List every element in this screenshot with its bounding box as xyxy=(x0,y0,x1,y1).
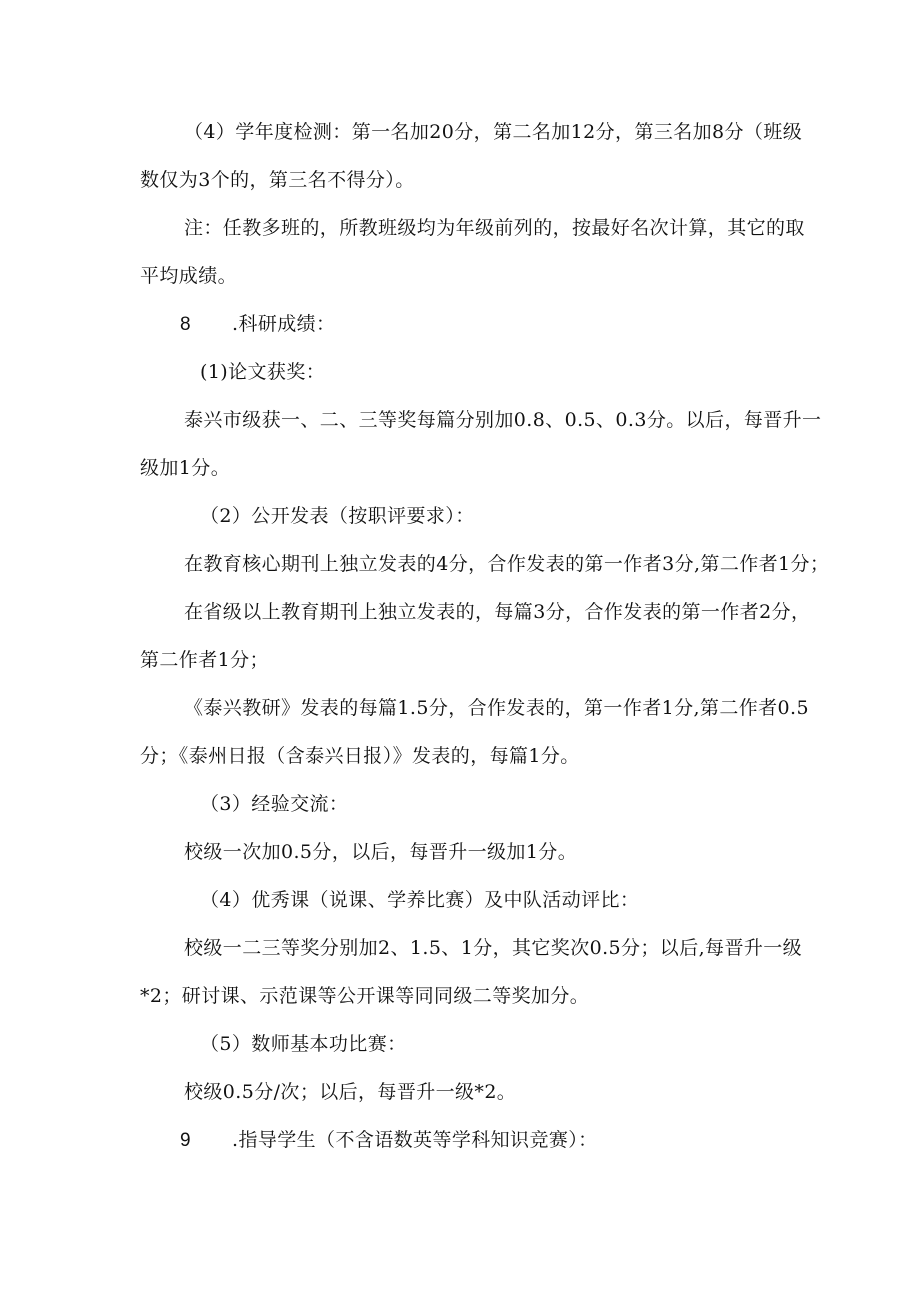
subheading-teacher-skills: （5）数师基本功比赛： xyxy=(200,1033,407,1055)
paragraph-line: 数仅为3个的，第三名不得分）。 xyxy=(140,169,415,191)
section-title: .指导学生（不含语数英等学科知识竞赛）： xyxy=(232,1129,598,1151)
paragraph-line: 在教育核心期刊上独立发表的4分，合作发表的第一作者3分,第二作者1分； xyxy=(184,553,830,575)
section-title: .科研成绩： xyxy=(232,313,336,335)
subheading-experience: （3）经验交流： xyxy=(200,793,349,815)
paragraph-line: 在省级以上教育期刊上独立发表的，每篇3分，合作发表的第一作者2分， xyxy=(184,601,811,623)
paragraph-line: 第二作者1分； xyxy=(140,649,269,671)
section-number: 8 xyxy=(180,314,191,335)
note-line: 平均成绩。 xyxy=(140,265,238,287)
paragraph-line: *2；研讨课、示范课等公开课等同同级二等奖加分。 xyxy=(140,985,590,1007)
note-line: 注：任教多班的，所教班级均为年级前列的，按最好名次计算，其它的取 xyxy=(184,217,805,239)
subheading-excellent-lessons: （4）优秀课（说课、学养比赛）及中队活动评比： xyxy=(200,889,640,911)
subheading-publication: （2）公开发表（按职评要求）： xyxy=(200,505,475,527)
paragraph-line: 《泰兴教研》发表的每篇1.5分，合作发表的，第一作者1分,第二作者0.5 xyxy=(184,697,809,719)
section-heading-8 xyxy=(180,312,335,337)
paragraph-line: 泰兴市级获一、二、三等奖每篇分别加0.8、0.5、0.3分。以后，每晋升一 xyxy=(184,409,822,431)
paragraph-line: （4）学年度检测：第一名加20分，第二名加12分，第三名加8分（班级 xyxy=(184,121,803,143)
paragraph-line: 校级一次加0.5分，以后，每晋升一级加1分。 xyxy=(184,841,578,863)
section-heading-9 xyxy=(180,1128,598,1153)
paragraph-line: 校级一二三等奖分别加2、1.5、1分，其它奖次0.5分；以后,每晋升一级 xyxy=(184,937,803,959)
paragraph-line: 级加1分。 xyxy=(140,457,231,479)
subheading-paper-awards: (1)论文获奖： xyxy=(200,361,326,383)
section-number: 9 xyxy=(180,1130,191,1151)
paragraph-line: 分；《泰州日报（含泰兴日报）》发表的，每篇1分。 xyxy=(140,745,580,767)
paragraph-line: 校级0.5分/次；以后，每晋升一级*2。 xyxy=(184,1081,517,1103)
